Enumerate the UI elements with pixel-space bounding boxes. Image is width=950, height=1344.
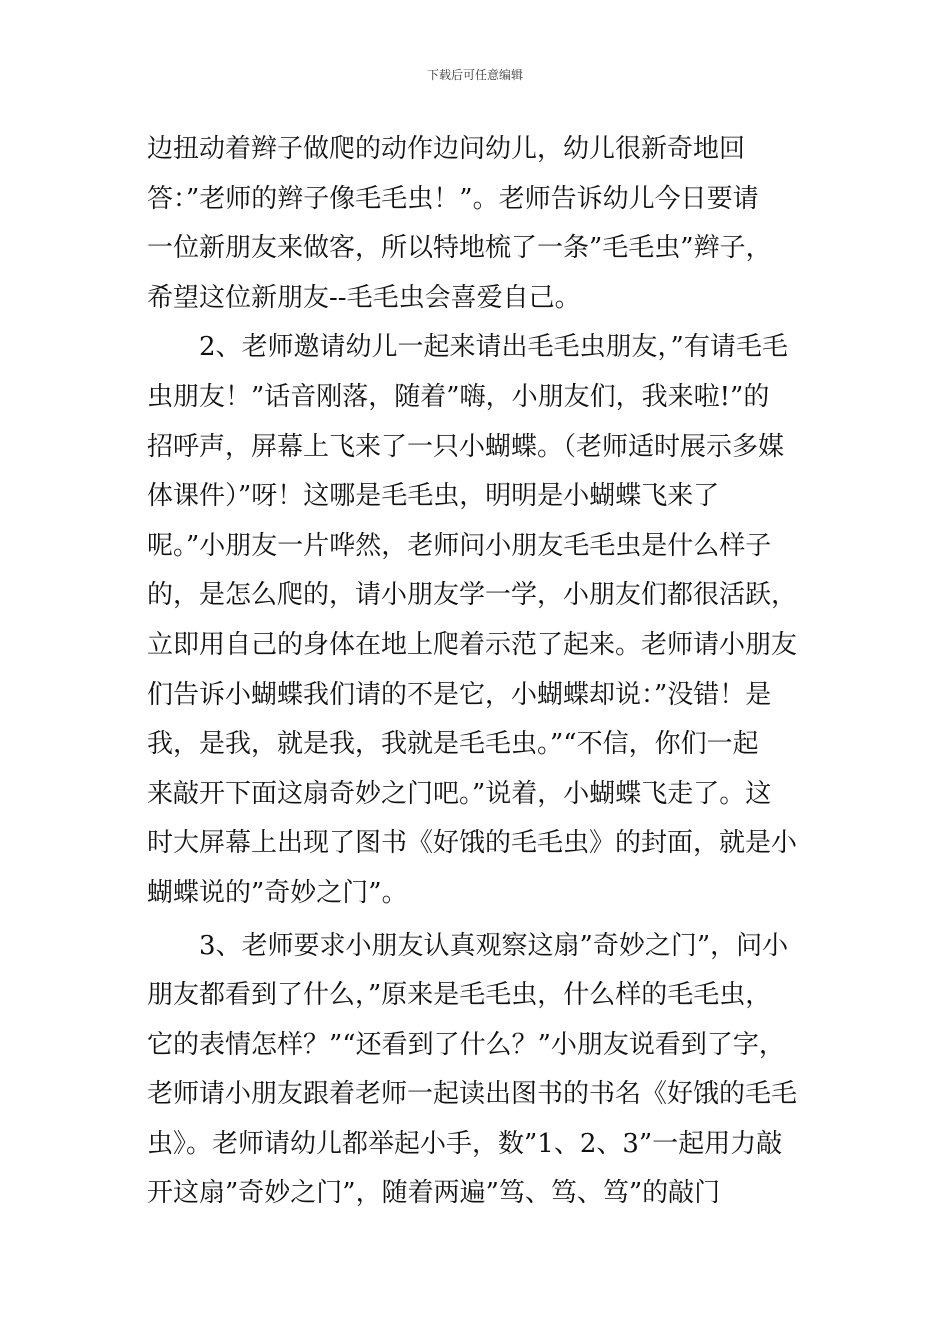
text-line: 虫朋友！”话音刚落，随着”嗨，小朋友们，我来啦!”的 bbox=[147, 381, 770, 412]
text-line: 3、老师要求小朋友认真观察这扇”奇妙之门”，问小 bbox=[147, 930, 789, 961]
text-line: 2、老师邀请幼儿一起来请出毛毛虫朋友，”有请毛毛 bbox=[147, 332, 788, 363]
text-line: 呢。”小朋友一片哗然，老师问小朋友毛毛虫是什么样子 bbox=[147, 530, 772, 561]
text-line: 来敲开下面这扇奇妙之门吧。”说着，小蝴蝶飞走了。这 bbox=[147, 778, 772, 809]
document-body bbox=[147, 125, 807, 1219]
text-line: 开这扇”奇妙之门”，随着两遍”笃、笃、笃”的敲门 bbox=[147, 1178, 721, 1209]
text-line: 立即用自己的身体在地上爬着示范了起来。老师请小朋友 bbox=[147, 629, 798, 660]
text-line: 朋友都看到了什么，”原来是毛毛虫，什么样的毛毛虫， bbox=[147, 980, 772, 1011]
page-header-note: 下载后可任意编辑 bbox=[426, 68, 523, 82]
text-line: 它的表情怎样？”“还看到了什么？”小朋友说看到了字， bbox=[147, 1029, 785, 1060]
text-line: 老师请小朋友跟着老师一起读出图书的书名《好饿的毛毛 bbox=[147, 1079, 798, 1110]
text-line: 的，是怎么爬的，请小朋友学一学，小朋友们都很活跃， bbox=[147, 580, 798, 611]
text-line: 答：”老师的辫子像毛毛虫！”。老师告诉幼儿今日要请 bbox=[147, 183, 759, 214]
text-line: 我，是我，就是我，我就是毛毛虫。”“不信，你们一起 bbox=[147, 729, 759, 760]
text-line: 们告诉小蝴蝶我们请的不是它，小蝴蝶却说：”没错！是 bbox=[147, 679, 772, 710]
text-line: 边扭动着辫子做爬的动作边问幼儿，幼儿很新奇地回 bbox=[147, 134, 746, 164]
paragraph-1 bbox=[147, 125, 807, 323]
text-line: 虫》。老师请幼儿都举起小手，数”1、2、3”一起用力敲 bbox=[147, 1128, 783, 1159]
text-line: 希望这位新朋友--毛毛虫会喜爱自己。 bbox=[147, 282, 581, 313]
text-line: 蝴蝶说的”奇妙之门”。 bbox=[147, 877, 408, 908]
paragraph-3 bbox=[147, 922, 807, 1220]
paragraph-2 bbox=[147, 323, 807, 918]
text-line: 体课件）”呀！这哪是毛毛虫，明明是小蝴蝶飞来了 bbox=[147, 481, 720, 512]
text-line: 一位新朋友来做客，所以特地梳了一条”毛毛虫”辫子， bbox=[147, 233, 772, 264]
text-line: 招呼声，屏幕上飞来了一只小蝴蝶。（老师适时展示多媒 bbox=[147, 431, 785, 462]
text-line: 时大屏幕上出现了图书《好饿的毛毛虫》的封面，就是小 bbox=[147, 828, 798, 859]
